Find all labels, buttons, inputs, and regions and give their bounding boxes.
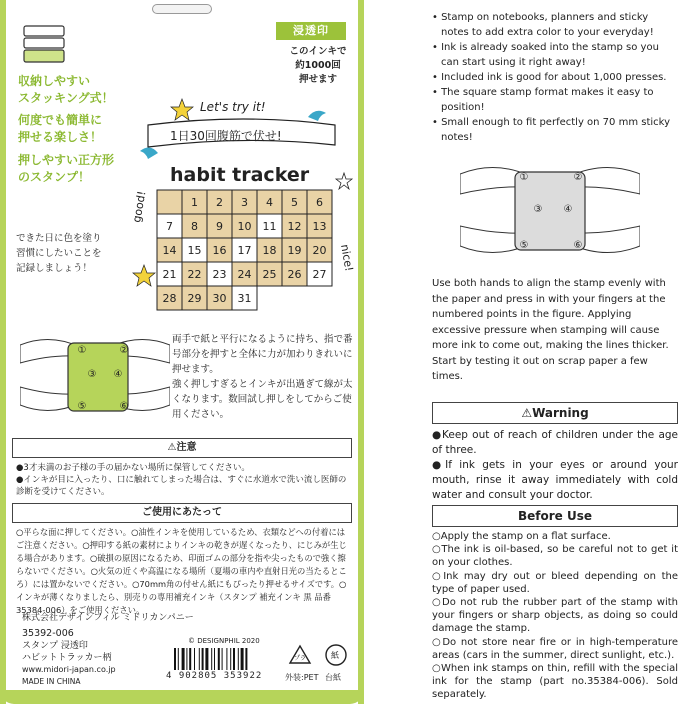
bullet-item: • Stamp on notebooks, planners and sticky notes to add extra color to your everyday! <box>432 12 654 38</box>
tracker-day-label: 8 <box>191 220 198 233</box>
star-icon <box>133 265 155 286</box>
tracker-day-label: 3 <box>241 196 248 209</box>
tracker-day-label: 21 <box>162 268 177 281</box>
barcode-bar <box>233 648 235 670</box>
tracker-day-label: 4 <box>266 196 273 209</box>
tracker-day-label: 2 <box>216 196 223 209</box>
material-paper-label: 台紙 <box>325 673 341 682</box>
stamp-type-badge: 浸透印 <box>276 22 346 40</box>
press-point-number: ① <box>519 172 529 183</box>
plastic-recycle-icon <box>286 643 314 667</box>
tracker-day-label: 11 <box>262 220 277 233</box>
barcode-bar <box>241 648 244 670</box>
use-item: ○Apply the stamp on a flat surface. <box>432 531 611 542</box>
warning-header-en: ⚠Warning <box>432 402 678 424</box>
tracker-day-label: 22 <box>187 268 202 281</box>
barcode-bar <box>194 648 195 670</box>
tracker-day-label: 27 <box>312 268 327 281</box>
banner-text: 1日30回腹筋で伏せ! <box>170 129 282 143</box>
hang-hole <box>152 4 212 14</box>
bird-icon <box>140 147 158 159</box>
habit-tracker-title: habit tracker <box>170 164 310 186</box>
press-point-number: ⑤ <box>519 240 529 251</box>
tracker-day-label: 17 <box>237 244 252 257</box>
habit-tracker-illustration <box>130 95 360 320</box>
star-icon <box>336 173 352 189</box>
lets-try-text: Let's try it! <box>200 100 266 114</box>
press-point-number: ② <box>573 172 583 183</box>
product-code: 35392-006 <box>22 628 74 639</box>
use-item: ○Do not store near fire or in high-temperature areas (cars in the summer, direct sunlight, etc.). <box>432 636 678 661</box>
tracker-day-label: 25 <box>262 268 277 281</box>
tracker-day-label: 13 <box>312 220 327 233</box>
barcode-bar <box>202 648 204 670</box>
use-item: ○The ink is oil-based, so be careful not to get it on your clothes. <box>432 544 678 569</box>
tracker-day-label: 7 <box>166 220 173 233</box>
tracker-day-label: 23 <box>212 268 227 281</box>
barcode-bar <box>226 648 227 670</box>
press-instructions-jp: 両手で紙と平行になるように持ち、指で番号部分を押すと全体に力が加わりきれいに押せます。 強く押しすぎるとインキが出過ぎて線が太くなります。数回試し押しをしてからご使用ください。 <box>172 334 353 420</box>
barcode-bar <box>222 648 223 670</box>
copyright-notice: © DESIGNPHIL 2020 <box>188 637 260 645</box>
before-use-header-jp: ご使用にあたって <box>12 503 352 523</box>
bullet-item: • Ink is already soaked into the stamp so you can start using it right away! <box>432 42 659 68</box>
tracker-day-label: 16 <box>212 244 227 257</box>
barcode-bar <box>186 648 187 670</box>
barcode-bar <box>182 648 185 670</box>
tracker-day-label: 14 <box>162 244 177 257</box>
warning-header-jp: ⚠注意 <box>12 438 352 458</box>
ink-capacity-note: このインキで 約1000回 押せます <box>289 46 347 85</box>
tracker-day-label: 18 <box>262 244 277 257</box>
tracker-day-label: 28 <box>162 292 177 305</box>
barcode-bar <box>214 648 215 670</box>
barcode-bar <box>199 648 200 670</box>
barcode-bar <box>178 648 179 670</box>
stacked-stamp-icon <box>20 22 68 66</box>
feature-easy-stamping: 何度でも簡単に 押せる楽しさ！ <box>18 113 103 144</box>
country-of-origin: MADE IN CHINA <box>22 677 81 686</box>
tracker-day-label: 19 <box>287 244 302 257</box>
press-point-number: ① <box>77 345 87 356</box>
tracker-day-label: 6 <box>316 196 323 209</box>
tracker-day-label: 20 <box>312 244 327 257</box>
tracker-day-label: 30 <box>212 292 227 305</box>
product-name-jp: スタンプ 浸透印 <box>22 641 88 651</box>
press-point-number: ⑤ <box>77 401 87 412</box>
barcode-bar <box>230 648 231 670</box>
warning-text-en: ●Keep out of reach of children under the age of three. ●If ink gets in your eyes or around your mouth, rinse it away immediately with cold water and consult your doctor. <box>432 429 678 501</box>
press-point-number: ③ <box>533 204 543 215</box>
tracker-day-label: 12 <box>287 220 302 233</box>
tracker-day-label: 24 <box>237 268 252 281</box>
product-variant-jp: ハビットトラッカー柄 <box>22 653 112 663</box>
hands-pressing-stamp-illustration <box>460 152 640 270</box>
tracker-cell <box>157 190 182 214</box>
tracker-day-label: 29 <box>187 292 202 305</box>
use-item: ○When ink stamps on thin, refill with the special ink for the stamp (part no.35384-006). Sold separately. <box>432 663 678 701</box>
tracker-day-label: 26 <box>287 268 302 281</box>
use-item: ○Do not rub the rubber part of the stamp with your fingers or sharp objects, as doing so could damage the stamp. <box>432 597 678 635</box>
barcode-bar <box>238 648 239 670</box>
barcode-bar <box>205 648 208 670</box>
barcode-bar <box>211 648 212 670</box>
good-text: good! <box>130 189 149 224</box>
material-pet-label: 外装:PET <box>285 673 319 682</box>
tracker-day-label: 10 <box>237 220 252 233</box>
use-item: ○Ink may dry out or bleed depending on the type of paper used. <box>432 570 678 595</box>
press-point-number: ④ <box>563 204 573 215</box>
before-use-text-en <box>432 530 678 702</box>
svg-text:紙: 紙 <box>331 651 339 660</box>
barcode-bar <box>189 648 191 670</box>
press-point-number: ② <box>119 345 129 356</box>
tracker-day-label: 15 <box>187 244 202 257</box>
press-instructions-en: Use both hands to align the stamp evenly with the paper and press in with your fingers at the numbered points in the figure. Applying excessive pressure when stamping will cause more ink to come out, making the lines thicker. Start by testing it out on scrap paper a few times. <box>432 278 669 382</box>
bird-icon <box>308 111 326 121</box>
press-point-number: ④ <box>113 369 123 380</box>
card-border-left <box>0 0 6 704</box>
bullet-item: • Small enough to fit perfectly on 70 mm sticky notes! <box>432 117 670 143</box>
barcode-bar <box>174 648 176 670</box>
barcode-number: 4 902805 353922 <box>166 671 263 681</box>
before-use-header-en: Before Use <box>432 505 678 527</box>
feature-square-shape: 押しやすい正方形 のスタンプ！ <box>18 153 115 184</box>
bullet-item: • The square stamp format makes it easy to position! <box>432 87 654 113</box>
hands-pressing-stamp-illustration <box>20 325 170 430</box>
company-name: 株式会社デザインフィル ミドリカンパニー <box>22 613 194 623</box>
bullet-item: • Included ink is good for about 1,000 presses. <box>432 72 667 83</box>
barcode-bar <box>218 648 220 670</box>
press-point-number: ⑥ <box>119 401 129 412</box>
feature-stacking: 収納しやすい スタッキング式！ <box>18 74 114 105</box>
tracker-day-label: 5 <box>291 196 298 209</box>
tracker-grid <box>157 190 332 310</box>
tracker-day-label: 1 <box>191 196 198 209</box>
tracker-day-label: 9 <box>216 220 223 233</box>
card-border-bottom <box>0 690 364 704</box>
paper-recycle-icon <box>322 643 350 667</box>
before-use-text-jp: ○平らな面に押してください。○油性インキを使用しているため、衣類などへの付着にはご注意ください。○押印する紙の素材によりインキの乾きが遅くなったり、にじみが生じる場合があります。○破損の原因になるため、印面ゴムの部分を指や尖ったもので強く擦らないでください。○火気の近くや高温になる場所（夏場の車内や直射日光の当たるところ）には置かないでください。○70mm角の付せん紙にもぴったり押せるサイズです。○インキが薄くなりましたら、別売りの専用補充インキ（スタンプ 補充インキ 黒 品番35384-006）をご使用ください。 <box>16 527 347 615</box>
website-url: www.midori-japan.co.jp <box>22 665 116 674</box>
warning-text-jp: ●3才未満のお子様の手の届かない場所に保管してください。 ●インキが目に入ったり、口に触れてしまった場合は、すぐに水道水で洗い流し医師の診断を受けてください。 <box>16 463 347 497</box>
press-point-number: ⑥ <box>573 240 583 251</box>
barcode-bar <box>245 648 247 670</box>
press-point-number: ③ <box>87 369 97 380</box>
nice-text: nice! <box>338 243 356 273</box>
coloring-tip: できた日に色を塗り 習慣にしたいことを 記録しましょう！ <box>16 233 102 274</box>
svg-text:プラ: プラ <box>294 655 307 662</box>
star-icon <box>171 99 193 120</box>
tracker-day-label: 31 <box>237 292 252 305</box>
feature-bullets-en <box>432 10 672 145</box>
